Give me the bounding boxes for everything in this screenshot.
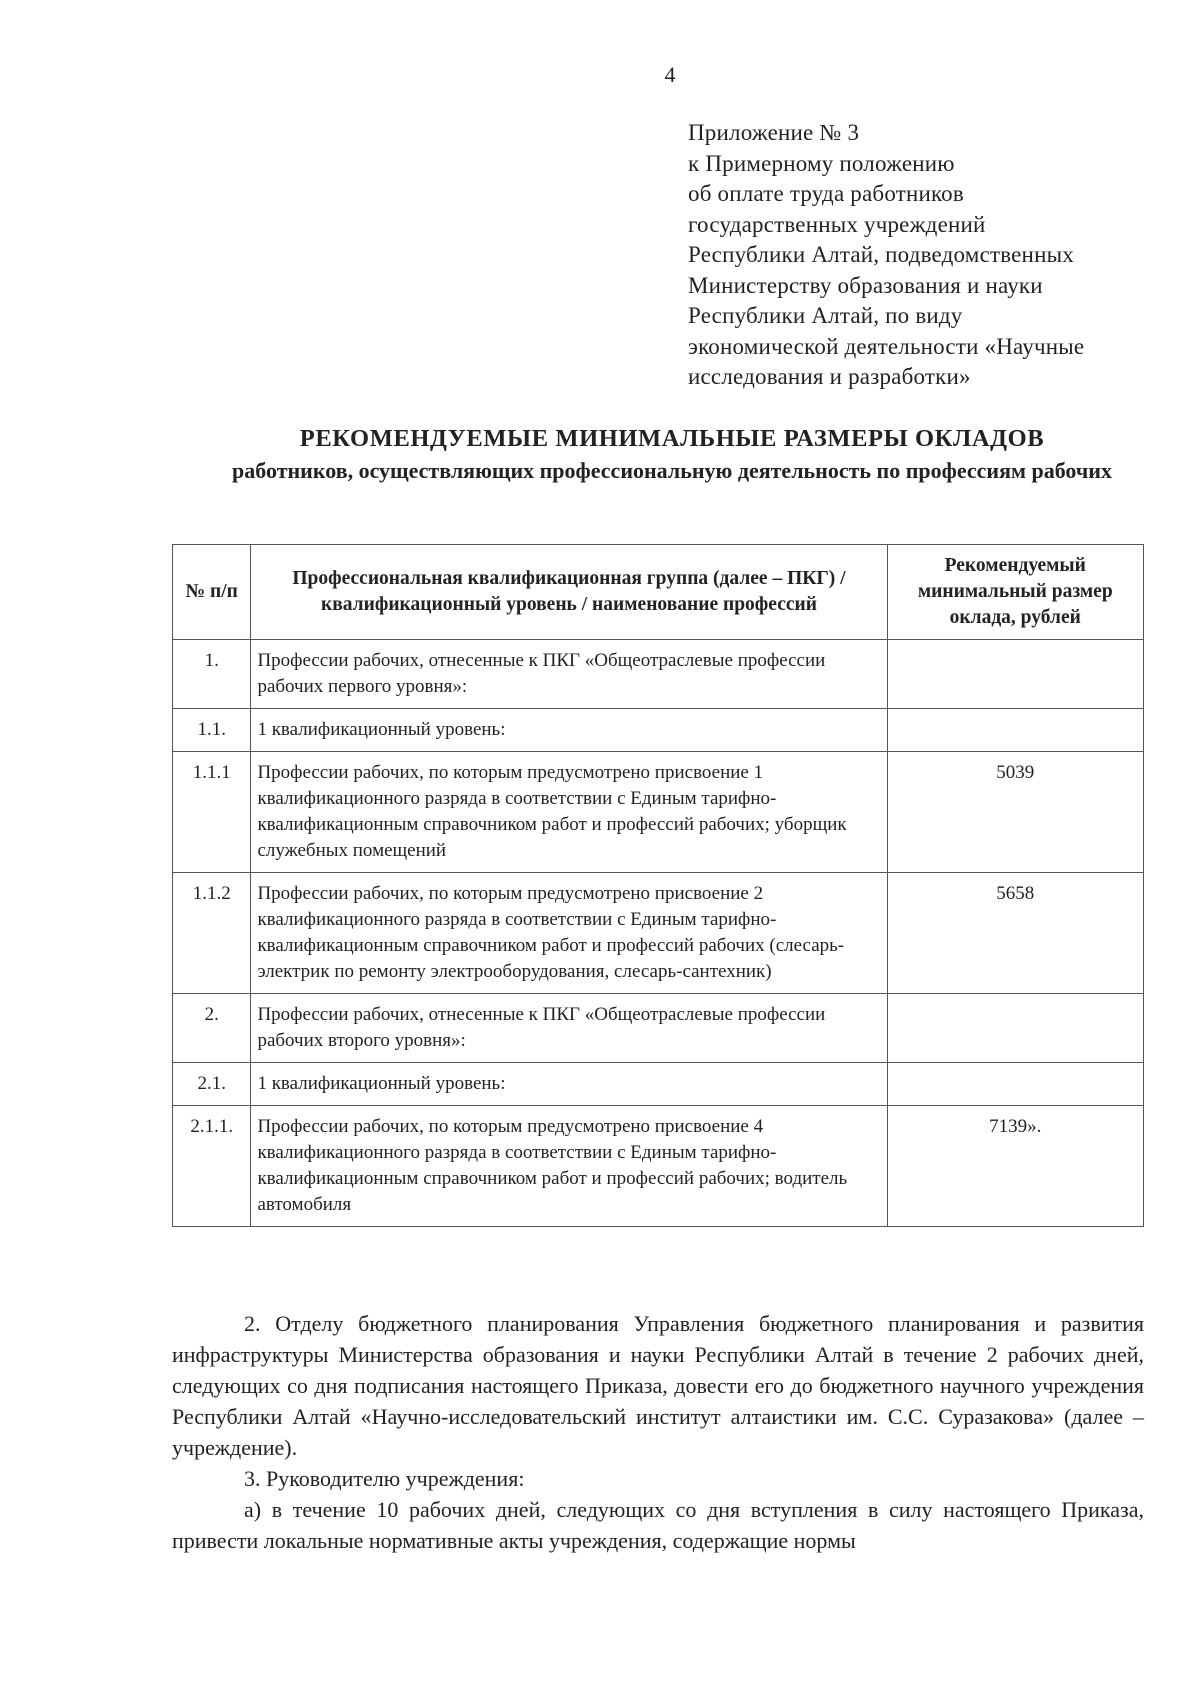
body-text — [172, 1308, 1144, 1556]
appendix-line: об оплате труда работников — [688, 181, 964, 206]
row-name: Профессии рабочих, отнесенные к ПКГ «Общеотраслевые профессии рабочих первого уровня»: — [251, 640, 887, 709]
table-row — [173, 752, 1144, 873]
row-rate — [887, 709, 1143, 752]
header-number: № п/п — [173, 545, 251, 640]
appendix-line: Республики Алтай, по виду — [688, 303, 963, 328]
appendix-line: Республики Алтай, подведомственных — [688, 242, 1074, 267]
paragraph-2: 2. Отделу бюджетного планирования Управления бюджетного планирования и развития инфраструктуры Министерства образования и науки Республики Алтай в течение 2 рабочих дней, следующих со дня подписания настоящего Приказа, довести его до бюджетного научного учреждения Республики Алтай «Научно-исследовательский институт алтаистики им. С.С. Суразакова» (далее – учреждение). — [172, 1311, 1144, 1460]
document-title — [172, 424, 1172, 485]
title-main: РЕКОМЕНДУЕМЫЕ МИНИМАЛЬНЫЕ РАЗМЕРЫ ОКЛАДОВ — [299, 425, 1045, 452]
row-name: Профессии рабочих, отнесенные к ПКГ «Общеотраслевые профессии рабочих второго уровня»: — [251, 994, 887, 1063]
row-rate — [887, 994, 1143, 1063]
appendix-line: исследования и разработки» — [688, 364, 971, 389]
header-rate: Рекомендуемый минимальный размер оклада, рублей — [887, 545, 1143, 640]
row-number: 2.1.1. — [173, 1106, 251, 1227]
row-rate — [887, 1063, 1143, 1106]
row-name: Профессии рабочих, по которым предусмотрено присвоение 1 квалификационного разряда в соответствии с Единым тарифно-квалификационным справочником работ и профессий рабочих; уборщик служебных помещений — [251, 752, 887, 873]
table-row — [173, 1106, 1144, 1227]
row-rate: 5039 — [887, 752, 1143, 873]
row-name: 1 квалификационный уровень: — [251, 709, 887, 752]
row-name: Профессии рабочих, по которым предусмотрено присвоение 2 квалификационного разряда в соответствии с Единым тарифно-квалификационным справочником работ и профессий рабочих (слесарь-электрик по ремонту электрооборудования, слесарь-сантехник) — [251, 873, 887, 994]
row-name: Профессии рабочих, по которым предусмотрено присвоение 4 квалификационного разряда в соответствии с Единым тарифно-квалификационным справочником работ и профессий рабочих; водитель автомобиля — [251, 1106, 887, 1227]
row-number: 2. — [173, 994, 251, 1063]
row-number: 2.1. — [173, 1063, 251, 1106]
row-number: 1.1.2 — [173, 873, 251, 994]
appendix-line: государственных учреждений — [688, 211, 986, 237]
row-number: 1.1.1 — [173, 752, 251, 873]
table-row — [173, 1063, 1144, 1106]
appendix-header — [688, 118, 1188, 393]
salary-table — [172, 544, 1144, 1227]
page-number: 4 — [664, 62, 676, 87]
paragraph-3: 3. Руководителю учреждения: — [244, 1466, 525, 1491]
table-row — [173, 873, 1144, 994]
row-rate — [887, 640, 1143, 709]
table-row — [173, 709, 1144, 752]
row-name: 1 квалификационный уровень: — [251, 1063, 887, 1106]
row-number: 1.1. — [173, 709, 251, 752]
table-header-row — [173, 545, 1144, 640]
table-row — [173, 640, 1144, 709]
paragraph-3a: а) в течение 10 рабочих дней, следующих со дня вступления в силу настоящего Приказа, привести локальные нормативные акты учреждения, содержащие нормы — [172, 1497, 1144, 1553]
title-subtitle: работников, осуществляющих профессиональную деятельность по профессиям рабочих — [232, 458, 1112, 483]
row-rate: 7139». — [887, 1106, 1143, 1227]
appendix-line: Приложение № 3 — [688, 120, 860, 145]
row-number: 1. — [173, 640, 251, 709]
table-row — [173, 994, 1144, 1063]
appendix-line: Министерству образования и науки — [688, 272, 1043, 298]
row-rate: 5658 — [887, 873, 1143, 994]
appendix-line: экономической деятельности «Научные — [688, 333, 1085, 359]
appendix-line: к Примерному положению — [688, 150, 955, 176]
header-group: Профессиональная квалификационная группа (далее – ПКГ) / квалификационный уровень / наименование профессий — [251, 545, 887, 640]
